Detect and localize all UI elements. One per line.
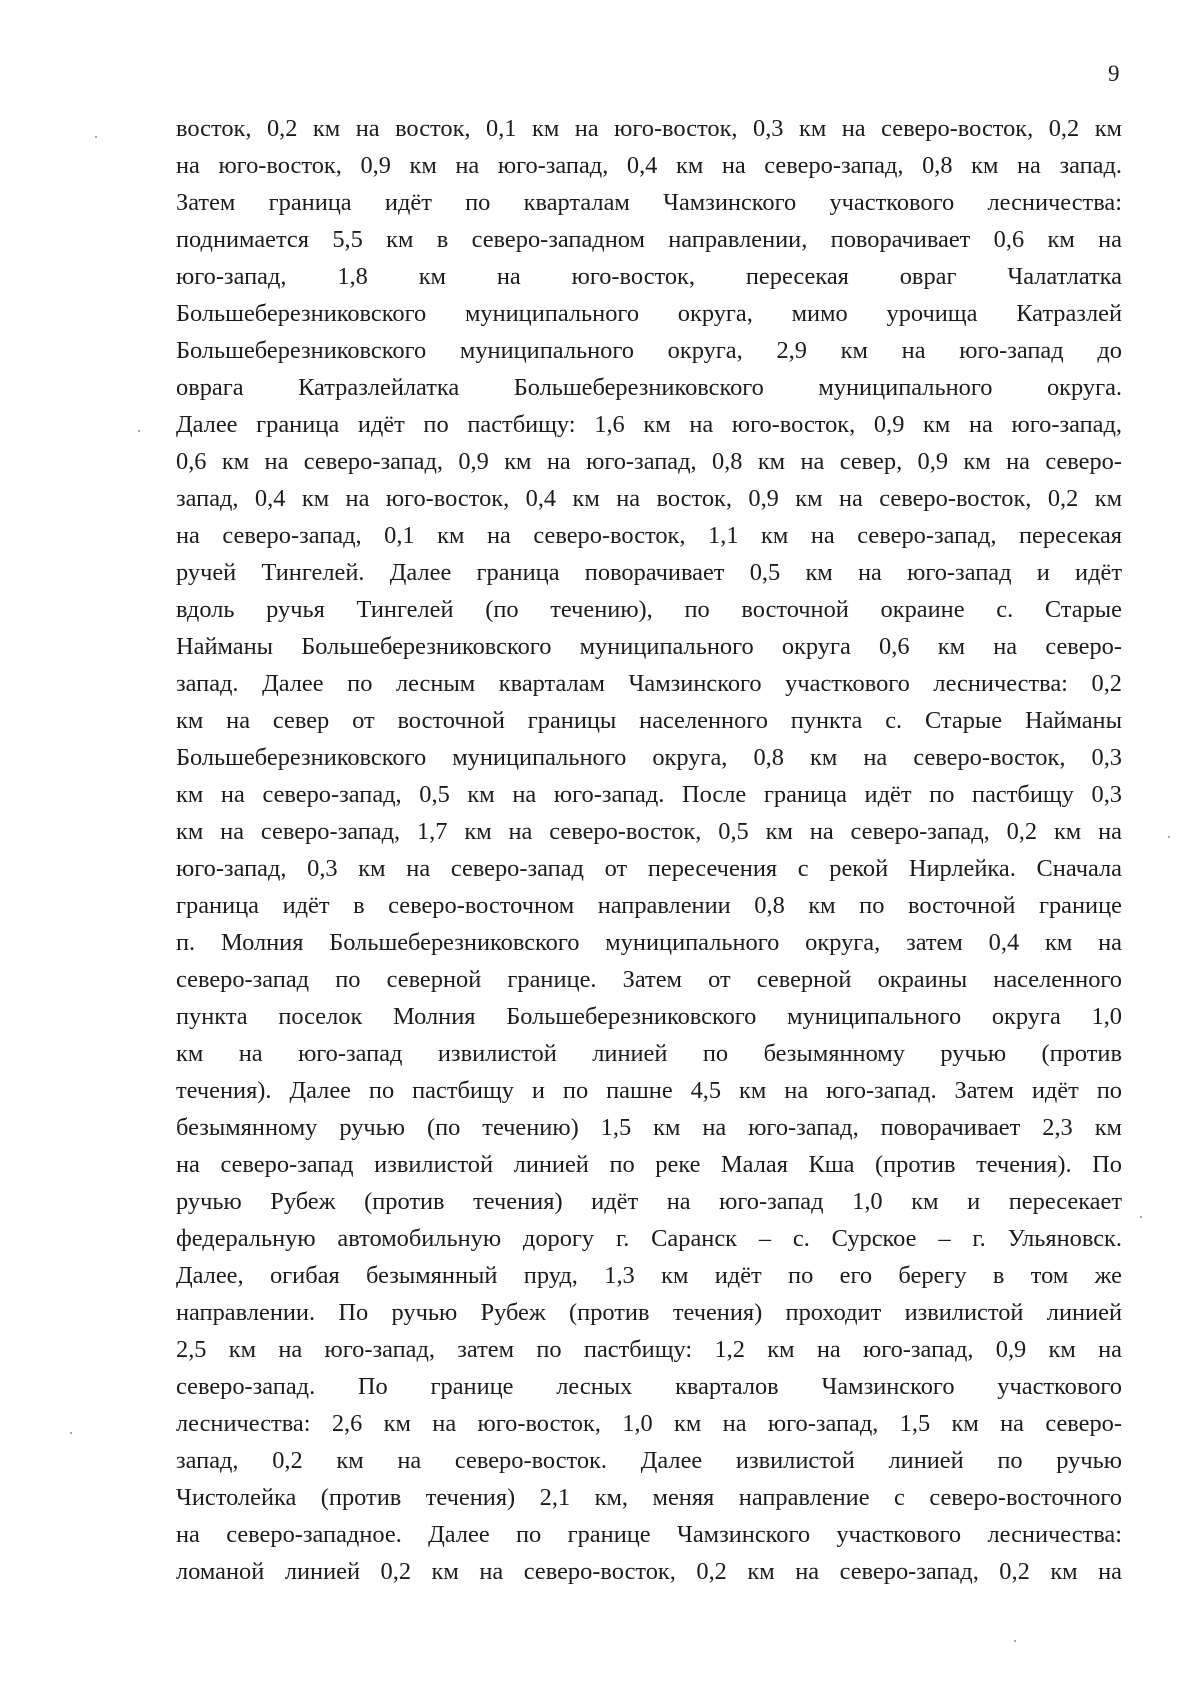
text-line: лесничества: 2,6 км на юго-восток, 1,0 км на юго-запад, 1,5 км на северо-	[176, 1410, 1122, 1437]
text-line: запад. Далее по лесным кварталам Чамзинского участкового лесничества: 0,2	[176, 670, 1122, 697]
text-line: Большеберезниковского муниципального округа, мимо урочища Катразлей	[176, 300, 1122, 327]
text-line: Чистолейка (против течения) 2,1 км, меняя направление с северо-восточного	[176, 1484, 1122, 1511]
text-line: км на север от восточной границы населенного пункта с. Старые Найманы	[176, 707, 1122, 734]
text-line: северо-запад. По границе лесных кварталов Чамзинского участкового	[176, 1373, 1122, 1400]
text-line: Затем граница идёт по кварталам Чамзинского участкового лесничества:	[176, 189, 1122, 216]
scan-speck	[70, 1432, 72, 1434]
text-line: на северо-западное. Далее по границе Чамзинского участкового лесничества:	[176, 1521, 1122, 1548]
text-line: п. Молния Большеберезниковского муниципального округа, затем 0,4 км на	[176, 929, 1122, 956]
text-line: на северо-запад извилистой линией по реке Малая Кша (против течения). По	[176, 1151, 1122, 1178]
text-line: запад, 0,2 км на северо-восток. Далее извилистой линией по ручью	[176, 1447, 1122, 1474]
text-line: оврага Катразлейлатка Большеберезниковского муниципального округа.	[176, 374, 1122, 401]
text-line: ручей Тингелей. Далее граница поворачивает 0,5 км на юго-запад и идёт	[176, 559, 1122, 586]
text-line: безымянному ручью (по течению) 1,5 км на юго-запад, поворачивает 2,3 км	[176, 1114, 1122, 1141]
scan-speck	[138, 430, 140, 432]
text-line: на юго-восток, 0,9 км на юго-запад, 0,4 км на северо-запад, 0,8 км на запад.	[176, 152, 1122, 179]
scan-speck	[1168, 836, 1170, 838]
text-line: северо-запад по северной границе. Затем от северной окраины населенного	[176, 966, 1122, 993]
text-line: ломаной линией 0,2 км на северо-восток, 0,2 км на северо-запад, 0,2 км на	[176, 1558, 1122, 1585]
text-line: федеральную автомобильную дорогу г. Саранск – с. Сурское – г. Ульяновск.	[176, 1225, 1122, 1252]
text-line: граница идёт в северо-восточном направлении 0,8 км по восточной границе	[176, 892, 1122, 919]
scan-speck	[95, 136, 97, 138]
text-line: пункта поселок Молния Большеберезниковского муниципального округа 1,0	[176, 1003, 1122, 1030]
text-line: юго-запад, 1,8 км на юго-восток, пересекая овраг Чалатлатка	[176, 263, 1122, 290]
text-line: ручью Рубеж (против течения) идёт на юго-запад 1,0 км и пересекает	[176, 1188, 1122, 1215]
text-line: поднимается 5,5 км в северо-западном направлении, поворачивает 0,6 км на	[176, 226, 1122, 253]
page-number: 9	[1108, 61, 1120, 86]
text-line: течения). Далее по пастбищу и по пашне 4,5 км на юго-запад. Затем идёт по	[176, 1077, 1122, 1104]
text-line: вдоль ручья Тингелей (по течению), по восточной окраине с. Старые	[176, 596, 1122, 623]
text-line: 2,5 км на юго-запад, затем по пастбищу: 1,2 км на юго-запад, 0,9 км на	[176, 1336, 1122, 1363]
text-line: Большеберезниковского муниципального округа, 2,9 км на юго-запад до	[176, 337, 1122, 364]
text-line: запад, 0,4 км на юго-восток, 0,4 км на восток, 0,9 км на северо-восток, 0,2 км	[176, 485, 1122, 512]
text-line: юго-запад, 0,3 км на северо-запад от пересечения с рекой Нирлейка. Сначала	[176, 855, 1122, 882]
text-line: направлении. По ручью Рубеж (против течения) проходит извилистой линией	[176, 1299, 1122, 1326]
document-body	[176, 110, 1122, 1590]
text-line: на северо-запад, 0,1 км на северо-восток, 1,1 км на северо-запад, пересекая	[176, 522, 1122, 549]
text-line: Далее, огибая безымянный пруд, 1,3 км идёт по его берегу в том же	[176, 1262, 1122, 1289]
text-line: Найманы Большеберезниковского муниципального округа 0,6 км на северо-	[176, 633, 1122, 660]
scan-speck	[1140, 1216, 1142, 1218]
text-line: Далее граница идёт по пастбищу: 1,6 км на юго-восток, 0,9 км на юго-запад,	[176, 411, 1122, 438]
text-line: 0,6 км на северо-запад, 0,9 км на юго-запад, 0,8 км на север, 0,9 км на северо-	[176, 448, 1122, 475]
text-line: км на юго-запад извилистой линией по безымянному ручью (против	[176, 1040, 1122, 1067]
text-line: восток, 0,2 км на восток, 0,1 км на юго-восток, 0,3 км на северо-восток, 0,2 км	[176, 115, 1122, 142]
text-line: км на северо-запад, 1,7 км на северо-восток, 0,5 км на северо-запад, 0,2 км на	[176, 818, 1122, 845]
text-line: Большеберезниковского муниципального округа, 0,8 км на северо-восток, 0,3	[176, 744, 1122, 771]
text-line: км на северо-запад, 0,5 км на юго-запад. После граница идёт по пастбищу 0,3	[176, 781, 1122, 808]
scan-speck	[1014, 1640, 1016, 1642]
